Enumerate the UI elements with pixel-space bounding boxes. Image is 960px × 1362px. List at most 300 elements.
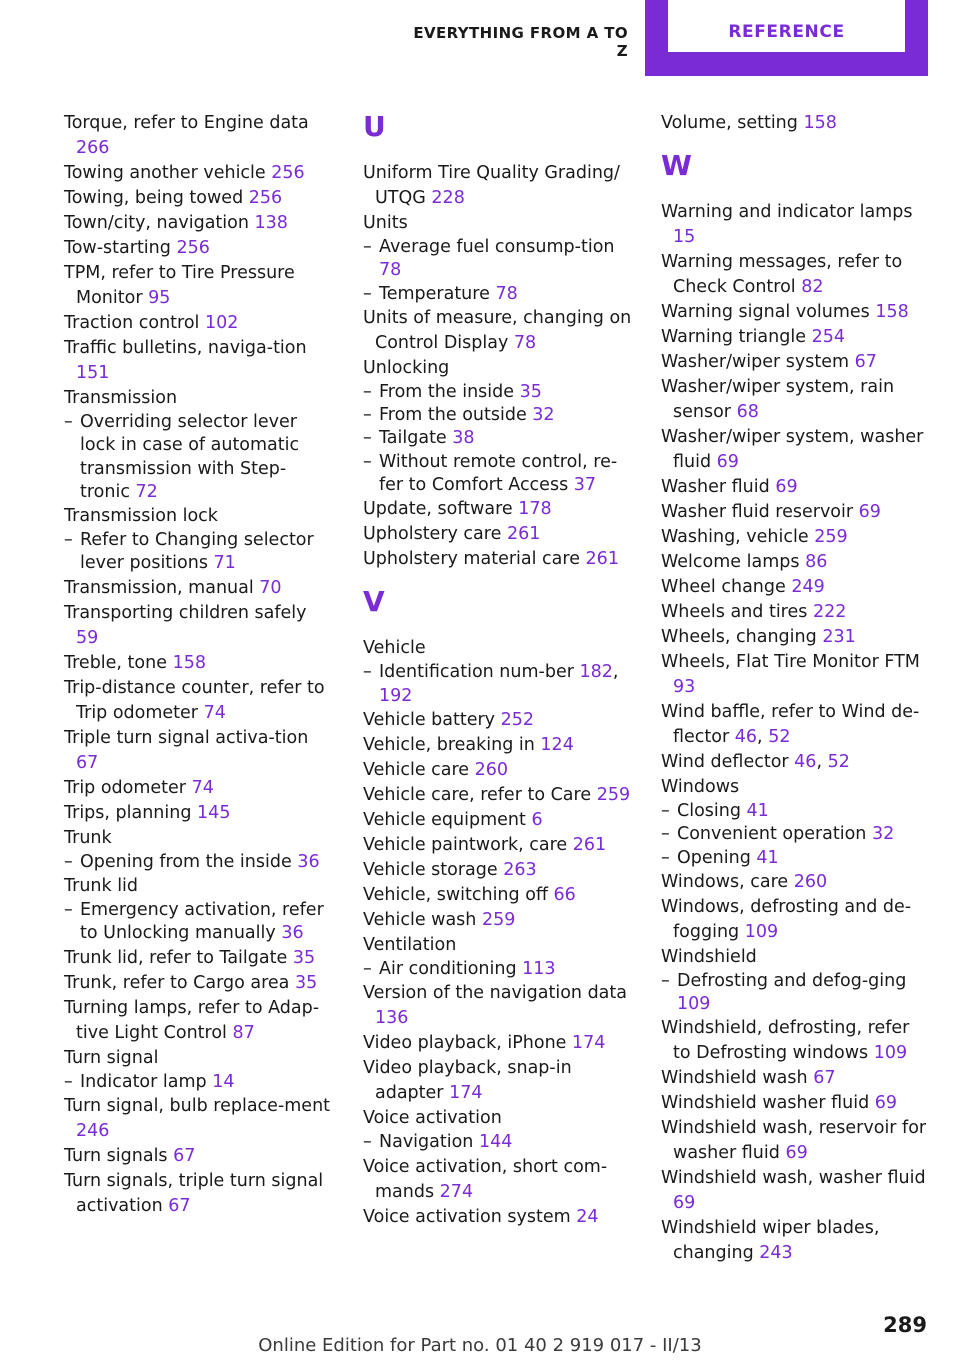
entry-term: Windshield, defrosting, refer to Defrosting windows: [661, 1018, 910, 1064]
page-link[interactable]: 261: [585, 549, 619, 570]
page-link[interactable]: 37: [573, 475, 597, 496]
entry-term: Wind baffle, refer to Wind de-flector: [661, 702, 920, 747]
entry-term: Torque, refer to Engine data: [64, 113, 309, 133]
page-link[interactable]: 256: [176, 238, 210, 258]
index-entry: [363, 908, 633, 933]
subentry-term: Identification num-ber: [379, 662, 574, 683]
page-link[interactable]: 52: [768, 727, 791, 747]
subentry-term: Average fuel consump-tion: [379, 237, 615, 257]
letter-spacer: [363, 143, 633, 161]
page-link[interactable]: 86: [805, 552, 828, 572]
page-link[interactable]: 69: [673, 1193, 696, 1214]
index-entry: [363, 1056, 633, 1106]
entry-term: Uniform Tire Quality Grading/ UTQG: [363, 163, 620, 208]
page-link[interactable]: 145: [197, 802, 231, 823]
subentry-term: Overriding selector lever lock in case of automatic transmission with Step-tronic: [80, 412, 300, 502]
index-entry: [64, 971, 334, 996]
index-entry: [363, 161, 633, 211]
index-entry: [363, 497, 633, 522]
index-entry: [661, 500, 931, 525]
page-link[interactable]: 67: [168, 1195, 191, 1216]
page-link[interactable]: 158: [803, 113, 837, 133]
page-link[interactable]: 158: [875, 302, 909, 322]
page-link[interactable]: 67: [173, 1145, 196, 1166]
page-link[interactable]: 41: [756, 847, 779, 868]
entry-term: Voice activation: [363, 1108, 502, 1129]
page-link[interactable]: 192: [379, 685, 413, 706]
page-link[interactable]: 32: [871, 824, 895, 845]
entry-term: Traffic bulletins, naviga-tion: [64, 338, 307, 358]
entry-term: Windows, care: [661, 871, 789, 892]
index-entry: [363, 783, 633, 808]
entry-term: Windows: [661, 777, 740, 797]
page-number: 289: [883, 1313, 927, 1337]
entry-term: Update, software: [363, 499, 513, 520]
entry-term: Windshield wiper blades, changing: [661, 1218, 880, 1264]
reference-tab: [645, 0, 928, 76]
index-entry: [661, 300, 931, 325]
index-entry: [661, 600, 931, 625]
page-link[interactable]: 174: [572, 1033, 606, 1054]
page-link[interactable]: 254: [811, 327, 845, 347]
subentry-term: Without remote control, re-fer to Comfort Access: [379, 451, 618, 496]
entry-term: Wheels, Flat Tire Monitor FTM: [661, 652, 920, 672]
index-subentry: [64, 899, 334, 946]
index-entry: [64, 1169, 334, 1219]
page-link[interactable]: 259: [596, 784, 631, 805]
page-link[interactable]: 261: [572, 834, 607, 855]
page-link[interactable]: 144: [478, 1132, 513, 1153]
index-entry: [661, 575, 931, 600]
index-entry: [661, 250, 931, 300]
index-subentry: [363, 958, 633, 981]
index-entry: [363, 636, 633, 661]
index-entry: [661, 870, 931, 895]
index-entry: [661, 1066, 931, 1091]
index-entry: [363, 1031, 633, 1056]
index-subentry: [363, 1131, 633, 1154]
letter-spacer: [661, 182, 931, 200]
entry-term: Trunk lid, refer to Tailgate: [64, 947, 288, 968]
page-link[interactable]: 243: [759, 1243, 793, 1264]
page-link[interactable]: 256: [271, 163, 305, 183]
index-entry: [64, 801, 334, 826]
subentry-term: Convenient operation: [677, 824, 867, 845]
page-link[interactable]: 261: [506, 524, 541, 545]
entry-term: Vehicle care, refer to Care: [363, 784, 592, 805]
entry-term: Washing, vehicle: [661, 527, 809, 547]
page-link[interactable]: 41: [746, 801, 769, 821]
index-entry: [363, 981, 633, 1031]
index-subentry: [64, 411, 334, 504]
page-link[interactable]: 260: [793, 871, 828, 892]
index-entry: [661, 650, 931, 700]
page-link[interactable]: 113: [522, 958, 556, 979]
page-link[interactable]: 260: [474, 759, 509, 780]
index-entry: [363, 306, 633, 356]
page-link[interactable]: 46: [734, 727, 758, 747]
entry-term: Windshield washer fluid: [661, 1093, 870, 1114]
page-link[interactable]: 66: [553, 884, 576, 905]
entry-term: Warning messages, refer to Check Control: [661, 252, 903, 297]
index-entry: Wind deflector 46, 52: [661, 752, 850, 772]
subentry-term: Air conditioning: [379, 958, 517, 979]
page-link[interactable]: 46: [794, 752, 817, 772]
entry-term: Vehicle equipment: [363, 809, 526, 830]
index-entry: [661, 1166, 931, 1216]
index-entry: [64, 261, 334, 311]
page-link[interactable]: 109: [873, 1043, 908, 1064]
running-header-section: EVERYTHING FROM A TO Z: [413, 24, 628, 60]
index-entry: [64, 726, 334, 776]
page-link[interactable]: 38: [452, 428, 475, 449]
entry-term: Triple turn signal activa-tion: [64, 727, 309, 748]
page-link[interactable]: 178: [518, 499, 552, 520]
entry-term: Transmission, manual: [64, 577, 254, 598]
subentry-term: Tailgate: [379, 428, 447, 449]
index-column-3: [661, 111, 931, 1266]
index-entry: [64, 826, 334, 851]
subentry-dash: –: [363, 1132, 372, 1153]
subentry-term: From the inside: [379, 381, 515, 402]
index-entry: [64, 601, 334, 651]
entry-term: Washer fluid reservoir: [661, 502, 854, 522]
subentry-dash: –: [64, 1071, 73, 1092]
entry-term: Windshield wash, reservoir for washer fluid: [661, 1118, 927, 1164]
index-entry: [363, 1205, 633, 1230]
index-entry: [661, 1216, 931, 1266]
page-link[interactable]: 74: [191, 777, 214, 798]
entry-term: Turning lamps, refer to Adap-tive Light Control: [64, 997, 320, 1043]
index-entry: [661, 945, 931, 970]
page-link[interactable]: 70: [259, 577, 282, 598]
entry-term: Trip odometer: [64, 777, 187, 798]
page-link[interactable]: 231: [822, 627, 856, 647]
index-entry: [661, 475, 931, 500]
index-entry: [64, 996, 334, 1046]
subentry-term: Defrosting and defog-ging: [677, 970, 907, 991]
index-entry: [64, 874, 334, 899]
entry-term: Voice activation, short com-mands: [363, 1156, 608, 1202]
page-link[interactable]: 222: [812, 602, 847, 622]
subentry-dash: –: [363, 381, 372, 402]
entry-term: Washer/wiper system: [661, 352, 850, 372]
index-subentry: [64, 851, 334, 874]
index-entry: [64, 576, 334, 601]
index-entry: [363, 883, 633, 908]
index-entry: [363, 758, 633, 783]
index-entry: [363, 733, 633, 758]
page-link[interactable]: 138: [254, 213, 288, 233]
index-entry: [64, 1046, 334, 1071]
index-column-2: [363, 111, 633, 1230]
entry-term: Vehicle care: [363, 759, 470, 780]
entry-term: Wheels and tires: [661, 602, 808, 622]
subentry-term: Temperature: [379, 283, 490, 304]
subentry-dash: –: [363, 958, 372, 979]
entry-term: Upholstery care: [363, 524, 502, 545]
page-link[interactable]: 228: [431, 188, 465, 208]
index-entry: [64, 1144, 334, 1169]
letter-spacer: [363, 618, 633, 636]
entry-term: Trunk lid: [64, 876, 139, 897]
subentry-dash: –: [363, 283, 372, 304]
page-link[interactable]: 78: [379, 260, 402, 281]
page-link[interactable]: 158: [172, 652, 206, 673]
entry-term: Washer/wiper system, rain sensor: [661, 377, 895, 422]
entry-term: Wheels, changing: [661, 627, 817, 647]
page-link[interactable]: 95: [148, 288, 171, 308]
page-link[interactable]: 256: [248, 188, 283, 208]
entry-term: Trunk, refer to Cargo area: [64, 972, 290, 993]
entry-term: Washer fluid: [661, 477, 770, 497]
index-entry: [64, 311, 334, 336]
entry-term: Transporting children safely: [64, 602, 307, 623]
entry-term: Version of the navigation data: [363, 983, 627, 1004]
entry-term: Wind deflector: [661, 752, 789, 772]
page-link[interactable]: 124: [540, 734, 574, 755]
subentry-dash: –: [363, 405, 372, 426]
entry-term: Washer/wiper system, washer fluid: [661, 427, 924, 472]
index-entry: [64, 336, 334, 386]
entry-term: Towing, being towed: [64, 188, 244, 208]
index-entry: [64, 946, 334, 971]
subentry-term: Opening: [677, 847, 751, 868]
subentry-dash: –: [64, 851, 73, 872]
page-link[interactable]: 263: [503, 859, 537, 880]
page-link[interactable]: 15: [673, 227, 696, 247]
page-link[interactable]: 102: [204, 313, 239, 333]
subentry-dash: –: [64, 530, 73, 551]
index-entry: Wind baffle, refer to Wind de-flector 46, 52: [661, 702, 920, 747]
index-subentry: [661, 847, 931, 870]
subentry-term: Emergency activation, refer to Unlocking manually: [80, 900, 324, 944]
index-column-1: [64, 111, 334, 1219]
index-entry: [64, 504, 334, 529]
index-subentry: [661, 800, 931, 823]
page-link[interactable]: 87: [232, 1022, 255, 1043]
index-entry: [661, 111, 931, 136]
index-entry: [64, 386, 334, 411]
subentry-dash: –: [661, 801, 670, 821]
entry-term: Transmission: [64, 388, 178, 408]
page-link[interactable]: 67: [76, 752, 99, 773]
index-entry: [661, 325, 931, 350]
subentry-dash: –: [363, 237, 372, 257]
index-entry: [661, 550, 931, 575]
entry-term: Turn signals: [64, 1145, 168, 1166]
page-link[interactable]: 69: [785, 1143, 808, 1164]
subentry-term: From the outside: [379, 405, 527, 426]
entry-term: Windows, defrosting and de-fogging: [661, 896, 912, 942]
entry-term: Windshield: [661, 946, 757, 967]
entry-term: Voice activation system: [363, 1206, 571, 1227]
index-entry: [64, 211, 334, 236]
index-subentry: [64, 529, 334, 576]
page-link[interactable]: 249: [791, 577, 825, 597]
entry-term: Turn signals, triple turn signal activation: [64, 1170, 324, 1216]
page-link[interactable]: 35: [294, 972, 318, 993]
index-entry: [64, 676, 334, 726]
entry-term: Transmission lock: [64, 506, 218, 527]
page-link[interactable]: 266: [76, 138, 110, 158]
entry-term: Town/city, navigation: [64, 213, 249, 233]
index-subentry: [363, 404, 633, 427]
index-entry: [363, 833, 633, 858]
entry-term: Units of measure, changing on Control Display: [363, 307, 632, 353]
entry-term: Volume, setting: [661, 113, 798, 133]
index-subentry: [363, 381, 633, 404]
page-link[interactable]: 259: [814, 527, 848, 547]
index-entry: [661, 425, 931, 475]
entry-term: Traction control: [64, 313, 200, 333]
subentry-dash: –: [363, 451, 372, 472]
index-entry: [64, 186, 334, 211]
index-subentry: – Identification num-ber 182, 192: [363, 662, 619, 706]
index-entry: [363, 356, 633, 381]
page-link[interactable]: 32: [532, 405, 555, 426]
page-link[interactable]: 274: [439, 1181, 474, 1202]
index-subentry: [661, 970, 931, 1017]
subentry-dash: –: [661, 970, 670, 991]
index-entry: [64, 111, 334, 161]
page-link[interactable]: 69: [716, 452, 739, 472]
index-entry: [661, 1016, 931, 1066]
index-entry: [661, 525, 931, 550]
index-entry: [661, 775, 931, 800]
page-link[interactable]: 136: [375, 1008, 409, 1029]
index-entry: [363, 808, 633, 833]
entry-term: Warning and indicator lamps: [661, 202, 913, 222]
entry-term: Trunk: [64, 827, 112, 848]
index-entry: [661, 895, 931, 945]
entry-term: Trip-distance counter, refer to Trip odometer: [64, 677, 325, 723]
index-subentry: [661, 823, 931, 846]
subentry-dash: –: [661, 847, 670, 868]
page-link[interactable]: 69: [858, 502, 881, 522]
subentry-term: Indicator lamp: [80, 1071, 207, 1092]
index-entry: [661, 625, 931, 650]
entry-term: Trips, planning: [64, 802, 192, 823]
subentry-dash: –: [363, 428, 372, 449]
subentry-term: Refer to Changing selector lever positions: [80, 530, 314, 574]
page-link[interactable]: 82: [801, 277, 824, 297]
index-entry: [64, 776, 334, 801]
entry-term: Warning triangle: [661, 327, 806, 347]
index-entry: [661, 350, 931, 375]
page-link[interactable]: 35: [519, 381, 542, 402]
entry-term: Vehicle, switching off: [363, 884, 548, 905]
page-link[interactable]: 69: [874, 1093, 898, 1114]
page-link[interactable]: 36: [281, 923, 304, 944]
index-letter-heading: W: [661, 149, 692, 182]
entry-term: Treble, tone: [64, 652, 167, 673]
page-link[interactable]: 109: [744, 921, 779, 942]
entry-term: Windshield wash: [661, 1068, 808, 1089]
page-link[interactable]: 151: [76, 363, 110, 383]
subentry-term: Opening from the inside: [80, 851, 292, 872]
index-letter-heading: V: [363, 585, 385, 619]
page-link[interactable]: 78: [495, 283, 518, 304]
subentry-dash: –: [661, 824, 670, 845]
page-link[interactable]: 14: [212, 1071, 235, 1092]
page-link[interactable]: 68: [736, 402, 759, 422]
page-link[interactable]: 252: [500, 709, 535, 730]
page-link[interactable]: 182: [579, 662, 613, 683]
index-letter-heading: U: [363, 110, 386, 143]
entry-term: Ventilation: [363, 934, 457, 955]
page-link[interactable]: 71: [213, 553, 236, 574]
entry-term: TPM, refer to Tire Pressure Monitor: [64, 263, 295, 308]
index-entry: [64, 651, 334, 676]
footer-edition: Online Edition for Part no. 01 40 2 919 017 - II/13: [258, 1335, 702, 1356]
index-entry: [64, 236, 334, 261]
entry-term: Vehicle, breaking in: [363, 734, 535, 755]
entry-term: Welcome lamps: [661, 552, 800, 572]
entry-term: Tow-starting: [64, 238, 171, 258]
entry-term: Windshield wash, washer fluid: [661, 1168, 926, 1189]
page-link[interactable]: 52: [827, 752, 850, 772]
index-subentry: [363, 283, 633, 306]
page-link[interactable]: 67: [813, 1068, 836, 1089]
page-link[interactable]: 174: [449, 1083, 483, 1104]
entry-term: Unlocking: [363, 357, 450, 378]
subentry-dash: –: [363, 662, 372, 683]
entry-term: Turn signal, bulb replace-ment: [64, 1095, 331, 1116]
entry-term: Vehicle wash: [363, 909, 477, 930]
entry-term: Towing another vehicle: [64, 163, 266, 183]
page-link[interactable]: 36: [297, 851, 320, 872]
page-link[interactable]: 35: [292, 947, 316, 968]
page-link[interactable]: 259: [481, 909, 516, 930]
index-entry: [64, 161, 334, 186]
entry-term: Warning signal volumes: [661, 302, 870, 322]
page-link[interactable]: 246: [76, 1120, 110, 1141]
page-link[interactable]: 67: [854, 352, 877, 372]
index-entry: [661, 1091, 931, 1116]
entry-term: Video playback, snap-in adapter: [363, 1058, 572, 1104]
entry-term: Vehicle storage: [363, 859, 498, 880]
index-subentry: [363, 236, 633, 283]
page-link[interactable]: 93: [673, 677, 696, 697]
entry-term: Upholstery material care: [363, 549, 580, 570]
page-link[interactable]: 6: [531, 809, 543, 830]
page-link[interactable]: 69: [775, 477, 798, 497]
index-entry: [661, 200, 931, 250]
index-entry: [661, 1116, 931, 1166]
index-entry: [661, 375, 931, 425]
subentry-term: Navigation: [379, 1132, 474, 1153]
index-subentry: [363, 451, 633, 498]
page-link[interactable]: 59: [76, 627, 99, 648]
index-entry: [363, 547, 633, 572]
page-link[interactable]: 78: [513, 332, 537, 353]
index-entry: [363, 1155, 633, 1205]
index-subentry: [363, 427, 633, 450]
entry-term: Vehicle: [363, 638, 426, 659]
entry-term: Turn signal: [64, 1047, 159, 1068]
index-entry: [64, 1094, 334, 1144]
index-subentry: [64, 1071, 334, 1094]
page-link[interactable]: 72: [135, 481, 158, 502]
page-link[interactable]: 74: [203, 702, 226, 723]
index-entry: [363, 522, 633, 547]
page-link[interactable]: 24: [576, 1206, 599, 1227]
index-entry: [363, 933, 633, 958]
entry-term: Vehicle battery: [363, 709, 496, 730]
page-link[interactable]: 109: [677, 994, 711, 1015]
index-entry: [363, 1106, 633, 1131]
